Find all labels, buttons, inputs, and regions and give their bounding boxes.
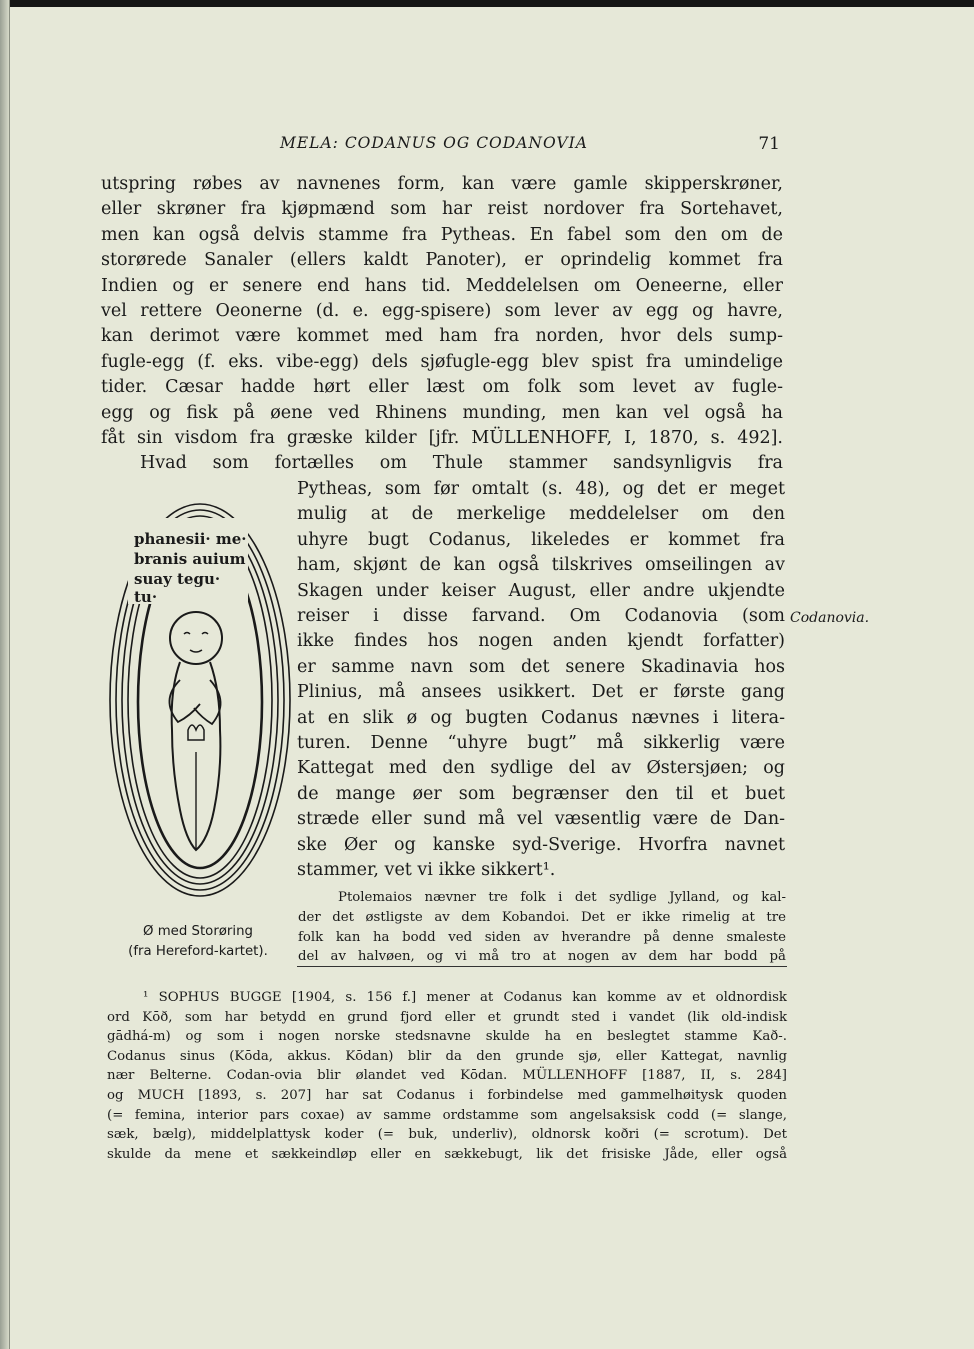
footnote-line: sæk, bælg), middelplattysk koder (= buk, underliv), oldnorsk koðri (= scrotum). Det: [107, 1127, 787, 1143]
footnote-line: Codanus sinus (Kōda, akkus. Kōdan) blir da den grunde sjø, eller Kattegat, navnlig: [107, 1048, 787, 1064]
figure-caption-line-2: (fra Hereford-kartet).: [128, 944, 268, 959]
column-line: mulig at de merkelige meddelelser om den: [297, 504, 785, 525]
figure-island-ring: [100, 490, 296, 918]
footnote-line: (= femina, interior pars coxae) av samme ordstamme som angelsaksisk codd (= slange,: [107, 1107, 787, 1123]
body-line: Indien og er senere end hans tid. Meddelelsen om Oeneerne, eller: [101, 275, 783, 296]
column-line: Pytheas, som før omtalt (s. 48), og det er meget: [297, 479, 785, 499]
margin-note: Codanovia.: [790, 610, 870, 626]
column-line: ham, skjønt de kan også tilskrives omseilingen av: [297, 555, 785, 576]
column-line: at en slik ø og bugten Codanus nævnes i litera-: [297, 707, 785, 728]
footnote-line: skulde da mene et sækkeindløp eller en sækkebugt, lik det frisiske Jåde, eller også: [107, 1146, 787, 1162]
page-number: 71: [758, 134, 780, 154]
small-line: Ptolemaios nævner tre folk i det sydlige Jylland, og kal-: [338, 890, 786, 905]
inscription-line-4: tu·: [134, 588, 158, 606]
figure-caption-line-1: Ø med Storøring: [143, 924, 253, 939]
scan-top-border: [0, 0, 974, 7]
column-line: Skagen under keiser August, eller andre ukjendte: [297, 580, 785, 601]
body-line: eller skrøner fra kjøpmænd som har reist nordover fra Sortehavet,: [101, 199, 783, 220]
column-line: Plinius, må ansees usikkert. Det er første gang: [297, 682, 785, 703]
footnote-line: ¹ SOPHUS BUGGE [1904, s. 156 f.] mener at Codanus kan komme av et oldnordisk: [143, 990, 787, 1005]
body-line: tider. Cæsar hadde hørt eller læst om folk som levet av fugle-: [101, 377, 783, 398]
body-line: men kan også delvis stamme fra Pytheas. En fabel som den om de: [101, 224, 783, 245]
body-line: kan derimot være kommet med ham fra norden, hvor dels sump-: [101, 326, 783, 347]
footnote-line: nær Belterne. Codan-ovia blir ølandet ved Kōdan. MÜLLENHOFF [1887, II, s. 284]: [107, 1068, 787, 1084]
scan-left-line: [9, 0, 10, 1349]
body-line: egg og fisk på øene ved Rhinens munding, men kan vel også ha: [101, 402, 783, 423]
column-line: turen. Denne “uhyre bugt” må sikkerlig være: [297, 733, 785, 753]
scan-left-edge: [0, 0, 9, 1349]
column-line: de mange øer som begrænser den til et buet: [297, 783, 785, 804]
small-line: folk kan ha bodd ved siden av hverandre på denne smaleste: [298, 929, 786, 945]
page-header: [280, 134, 780, 158]
body-line: fugle-egg (f. eks. vibe-egg) dels sjøfugle-egg blev spist fra umindelige: [101, 351, 783, 372]
column-rule: [297, 966, 787, 967]
footnote-line: ord Kōð, som har betydd en grund fjord eller et grundt sted i vandet (lik old-indisk: [107, 1009, 787, 1025]
small-line: der det østligste av dem Kobandoi. Det er ikke rimelig at tre: [298, 909, 786, 925]
body-line: storørede Sanaler (ellers kaldt Panoter), er oprindelig kommet fra: [101, 250, 783, 271]
column-line: stammer, vet vi ikke sikkert¹.: [297, 860, 556, 880]
body-line: Hvad som fortælles om Thule stammer sandsynligvis fra: [140, 453, 783, 474]
column-line: ikke findes hos nogen anden kjendt forfatter): [297, 631, 785, 652]
footnote-line: gādhá-m) og som i nogen norske stedsnavne skulde ha en beslegtet stamme Kað-.: [107, 1029, 787, 1045]
body-line: fåt sin visdom fra græske kilder [jfr. MÜLLENHOFF, I, 1870, s. 492].: [101, 428, 783, 448]
island-drawing: [100, 490, 296, 918]
body-line: vel rettere Oeonerne (d. e. egg-spisere) som lever av egg og havre,: [101, 301, 783, 321]
inscription-line-1: phanesii· me·: [134, 530, 247, 548]
footnote-line: og MUCH [1893, s. 207] har sat Codanus i forbindelse med gammelhøitysk quoden: [107, 1088, 787, 1103]
column-line: ske Øer og kanske syd-Sverige. Hvorfra navnet: [297, 834, 785, 855]
running-title: MELA: CODANUS OG CODANOVIA: [280, 134, 588, 152]
column-line: reiser i disse farvand. Om Codanovia (som: [297, 606, 785, 626]
inscription-line-2: branis auium: [134, 550, 246, 568]
column-line: er samme navn som det senere Skadinavia hos: [297, 656, 785, 677]
body-line: utspring røbes av navnenes form, kan være gamle skipperskrøner,: [101, 174, 783, 194]
column-line: uhyre bugt Codanus, likeledes er kommet fra: [297, 529, 785, 550]
small-line: del av halvøen, og vi må tro at nogen av dem har bodd på: [298, 949, 786, 965]
inscription-line-3: suay tegu·: [134, 570, 221, 588]
column-line: stræde eller sund må vel væsentlig være de Dan-: [297, 809, 785, 830]
column-line: Kattegat med den sydlige del av Østersjøen; og: [297, 758, 785, 779]
